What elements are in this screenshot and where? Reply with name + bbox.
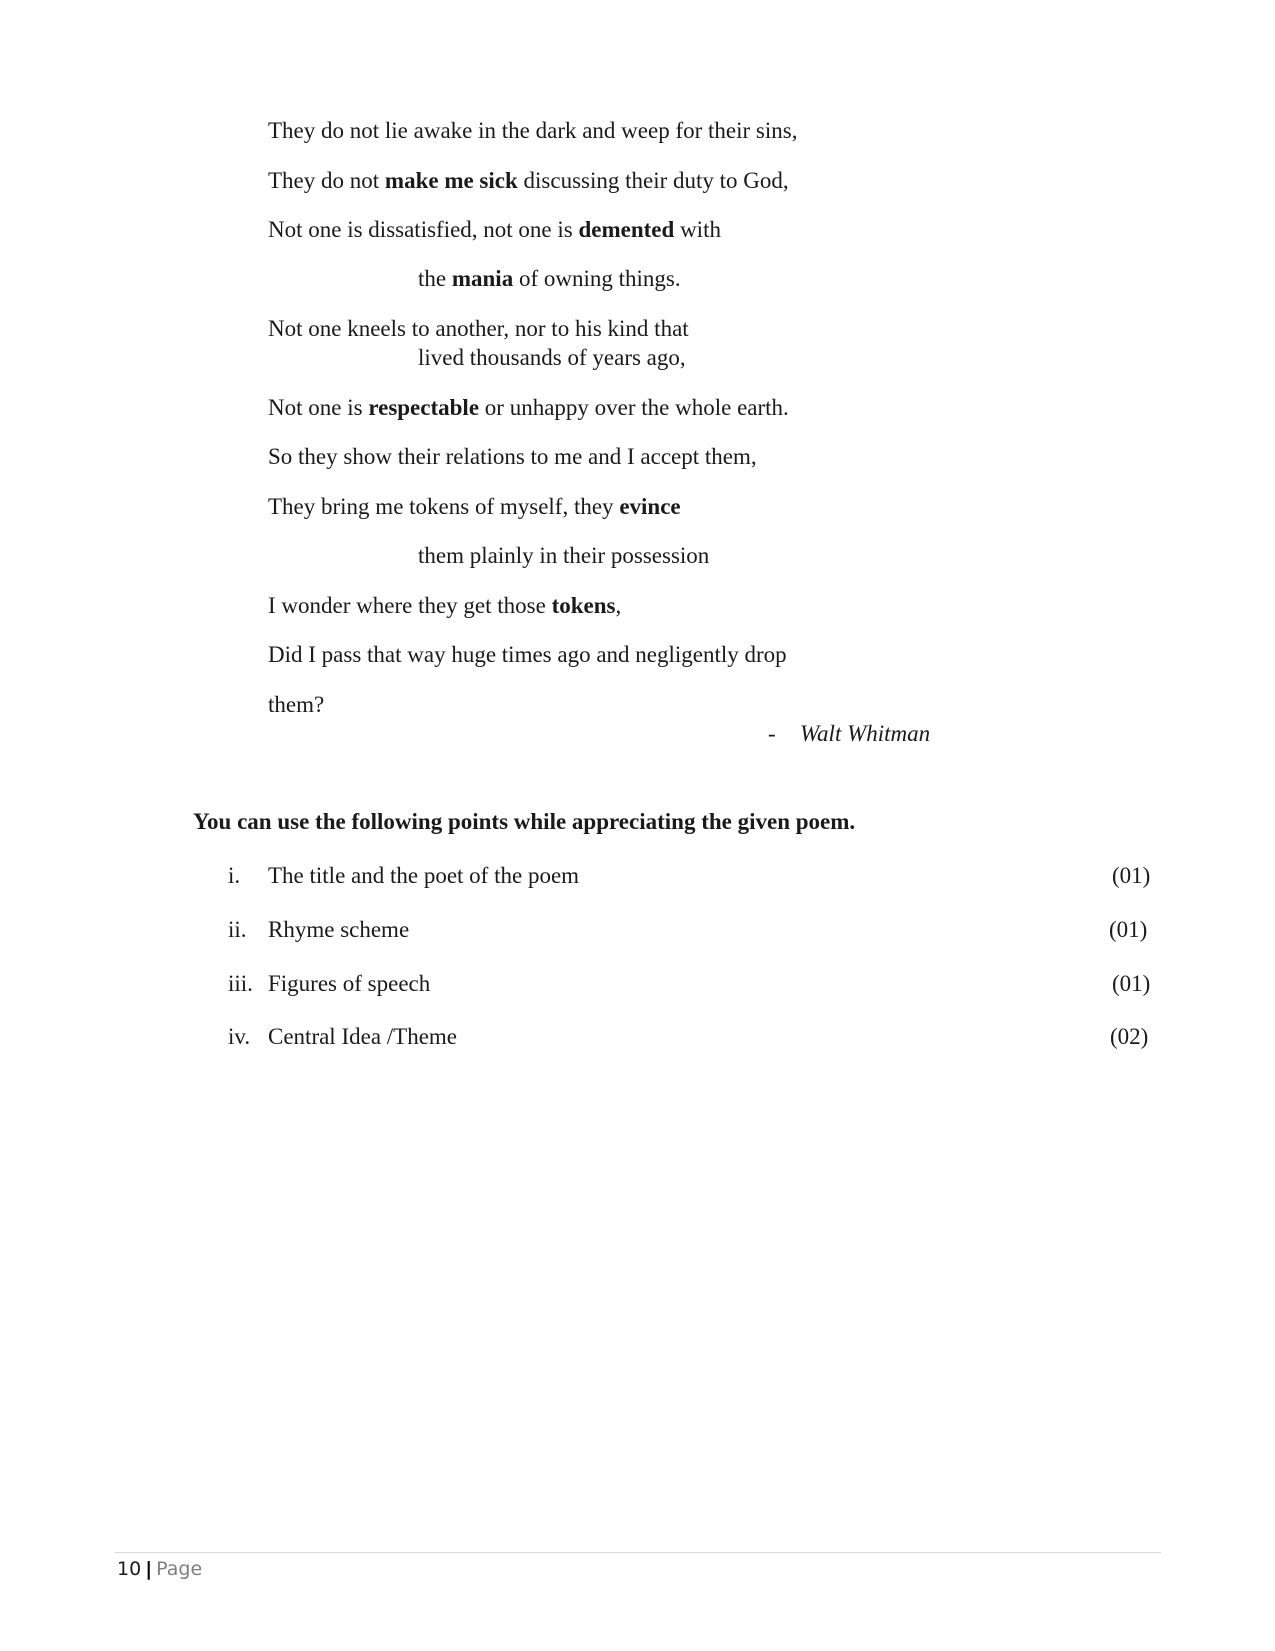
instructions-heading: You can use the following points while appreciating the given poem.	[193, 809, 856, 834]
poem-line-7-tail: or unhappy over the whole earth.	[479, 395, 789, 420]
list-item-marks: (01)	[1109, 917, 1148, 942]
footer-separator: |	[145, 1558, 153, 1580]
poem-line-3-text: Not one is dissatisfied, not one is	[268, 217, 579, 242]
poem-attribution	[768, 720, 930, 748]
poem-line-2	[268, 167, 789, 195]
poem-line-10	[418, 542, 709, 570]
poem-line-13	[268, 691, 324, 719]
list-item-number: iv.	[228, 1024, 251, 1049]
poem-line-10-text: them plainly in their possession	[418, 543, 710, 568]
poem-line-4-bold: mania	[451, 266, 514, 291]
poem-line-3	[268, 216, 721, 244]
poem-line-11-tail: ,	[615, 593, 622, 618]
poem-line-8	[268, 443, 757, 471]
poem-line-6-text: lived thousands of years ago,	[418, 345, 686, 370]
poem-line-7-text: Not one is	[268, 395, 369, 420]
poem-line-2-tail: discussing their duty to God,	[517, 168, 789, 193]
list-item-marks: (01)	[1112, 863, 1151, 888]
poem-line-9-bold: evince	[619, 494, 681, 519]
poem-line-1	[268, 117, 797, 145]
poem-line-4	[418, 265, 681, 293]
poem-line-9-text: They bring me tokens of myself, they	[268, 494, 620, 519]
poem-line-2-bold: make me sick	[384, 168, 518, 193]
poem-line-7-bold: respectable	[368, 395, 480, 420]
attribution-dash: -	[768, 721, 776, 746]
poem-line-5-text: Not one kneels to another, nor to his kind that	[268, 316, 689, 341]
poem-line-12	[268, 641, 787, 669]
poem-line-1-text: They do not lie awake in the dark and weep for their sins,	[268, 118, 798, 143]
poem-line-3-tail: with	[674, 217, 721, 242]
poem-line-2-text: They do not	[268, 168, 385, 193]
poem-line-5	[268, 315, 689, 343]
poem-line-11-bold: tokens	[551, 593, 616, 618]
list-item-number: iii.	[228, 971, 253, 996]
page-number: 10	[117, 1558, 142, 1580]
poem-line-11-text: I wonder where they get those	[268, 593, 552, 618]
list-item-marks: (01)	[1112, 971, 1151, 996]
page-label: Page	[156, 1558, 203, 1580]
list-item-text: Rhyme scheme	[268, 917, 410, 942]
poem-line-9	[268, 493, 681, 521]
list-item-number: i.	[228, 863, 241, 888]
poem-line-3-bold: demented	[578, 217, 675, 242]
page-footer	[117, 1557, 202, 1581]
poem-line-4-text: the	[418, 266, 452, 291]
poem-line-12-text: Did I pass that way huge times ago and negligently drop	[268, 642, 787, 667]
list-item-text: The title and the poet of the poem	[268, 863, 580, 888]
poem-line-13-text: them?	[268, 692, 325, 717]
poet-name: Walt Whitman	[800, 721, 931, 746]
poem-line-7	[268, 394, 789, 422]
list-item-text: Central Idea /Theme	[268, 1024, 458, 1049]
poem-line-11	[268, 592, 621, 620]
list-item-text: Figures of speech	[268, 971, 431, 996]
footer-divider	[115, 1552, 1161, 1553]
list-item-number: ii.	[228, 917, 247, 942]
list-item-marks: (02)	[1110, 1024, 1149, 1049]
poem-line-6	[418, 344, 686, 372]
poem-line-4-tail: of owning things.	[513, 266, 681, 291]
poem-line-8-text: So they show their relations to me and I accept them,	[268, 444, 757, 469]
